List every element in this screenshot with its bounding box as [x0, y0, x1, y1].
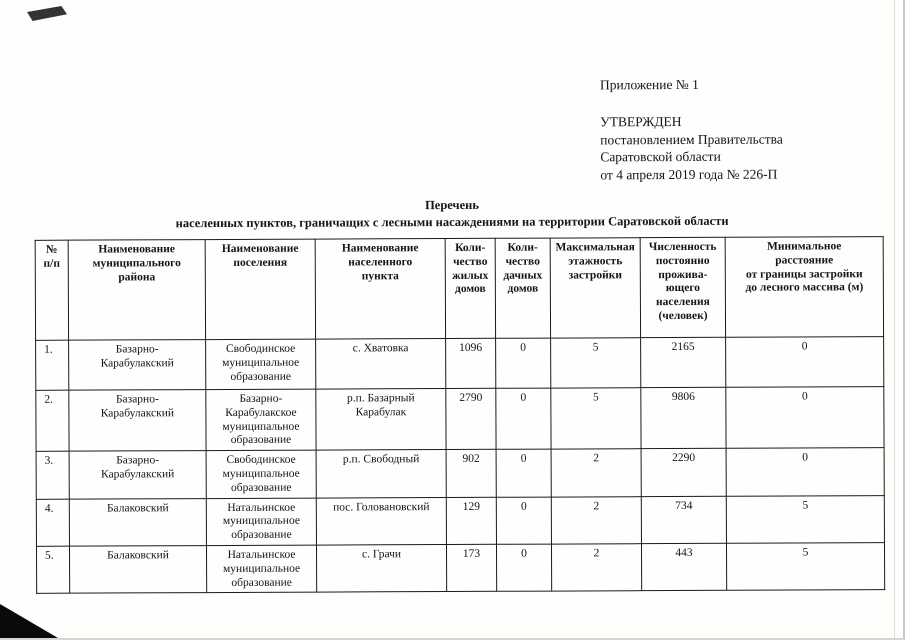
- table-cell: Свободинское муниципальное образование: [206, 339, 316, 389]
- table-header-cell: Коли- чество дачных домов: [495, 238, 550, 338]
- table-cell: Натальинское муниципальное образование: [206, 545, 316, 593]
- title-line-2: населенных пунктов, граничащих с лесными насаждениями на территории Саратовской области: [175, 213, 729, 231]
- table-cell: 5: [726, 495, 884, 543]
- table-cell: 5: [551, 388, 641, 450]
- table-cell: 1096: [446, 338, 496, 388]
- table-cell: Свободинское муниципальное образование: [206, 450, 316, 498]
- table-cell: Балаковский: [69, 546, 206, 594]
- table-header-cell: Минимальное расстояние от границы застройки до лесного массива (м): [725, 237, 883, 338]
- table-cell: 734: [641, 496, 726, 544]
- table-cell: Базарно- Карабулакское муниципальное образование: [206, 389, 316, 451]
- table-cell: 2: [551, 449, 641, 497]
- table-cell: Базарно- Карабулакский: [69, 451, 206, 499]
- table-header-cell: Численность постоянно прожива- ющего населения (человек): [640, 237, 725, 337]
- table-header-cell: Коли- чество жилых домов: [445, 238, 495, 338]
- table-cell: 0: [496, 449, 551, 497]
- table-cell: 0: [726, 337, 884, 388]
- table-cell: 0: [496, 497, 551, 545]
- document-title: [0, 195, 905, 233]
- row-number-cell: 3.: [36, 451, 69, 499]
- table-body: [36, 337, 885, 594]
- table-header-cell: Максимальная этажность застройки: [550, 238, 640, 338]
- table-cell: 5: [726, 543, 884, 591]
- table-header-cell: Наименование муниципального района: [68, 240, 205, 341]
- table-row: [36, 337, 884, 391]
- table-cell: 0: [496, 388, 551, 449]
- table-cell: 0: [496, 544, 551, 592]
- appendix-label: Приложение № 1: [599, 76, 699, 93]
- table-cell: 2790: [446, 388, 496, 449]
- table-header-cell: № п/п: [35, 240, 68, 340]
- table-cell: 173: [446, 544, 496, 592]
- table-row: [36, 448, 884, 499]
- table-cell: с. Хватовка: [316, 339, 446, 390]
- row-number-cell: 1.: [36, 340, 69, 390]
- row-number-cell: 4.: [36, 499, 69, 547]
- table-cell: Базарно- Карабулакский: [69, 390, 206, 452]
- title-line-1: Перечень: [425, 197, 479, 213]
- table-cell: Балаковский: [69, 498, 206, 546]
- table-cell: 2: [551, 544, 641, 592]
- approval-line: от 4 апреля 2019 года № 226-П: [600, 166, 778, 182]
- settlements-table: [35, 236, 886, 594]
- table-cell: 2: [551, 496, 641, 544]
- table-cell: 9806: [641, 387, 726, 449]
- table-cell: 0: [726, 448, 884, 496]
- table-cell: 2165: [641, 337, 726, 387]
- table-cell: р.п. Базарный Карабулак: [316, 389, 446, 451]
- scan-edge-shadow: [894, 0, 895, 638]
- table-header-cell: Наименование поселения: [205, 239, 315, 339]
- table-row: [36, 387, 884, 452]
- table-cell: 0: [726, 387, 884, 449]
- table-cell: с. Грачи: [316, 544, 446, 592]
- approval-line: постановлением Правительства: [600, 131, 783, 147]
- table-cell: Базарно- Карабулакский: [69, 340, 206, 391]
- table-header-row: [35, 237, 883, 341]
- table-cell: 443: [641, 543, 726, 591]
- row-number-cell: 5.: [36, 546, 69, 594]
- table-cell: 129: [446, 497, 496, 545]
- approved-label: УТВЕРЖДЕН: [600, 113, 682, 130]
- approval-block: [600, 113, 783, 184]
- table-cell: р.п. Свободный: [316, 450, 446, 498]
- table-row: [36, 543, 884, 594]
- table-cell: Натальинское муниципальное образование: [206, 498, 316, 546]
- table-cell: 0: [496, 338, 551, 388]
- table-header-cell: Наименование населенного пункта: [315, 239, 445, 340]
- table-cell: 2290: [641, 448, 726, 496]
- table-cell: 5: [551, 338, 641, 388]
- table-row: [36, 495, 884, 546]
- table-cell: пос. Головановский: [316, 497, 446, 545]
- row-number-cell: 2.: [36, 390, 69, 451]
- table-cell: 902: [446, 449, 496, 497]
- approval-line: Саратовской области: [600, 148, 721, 165]
